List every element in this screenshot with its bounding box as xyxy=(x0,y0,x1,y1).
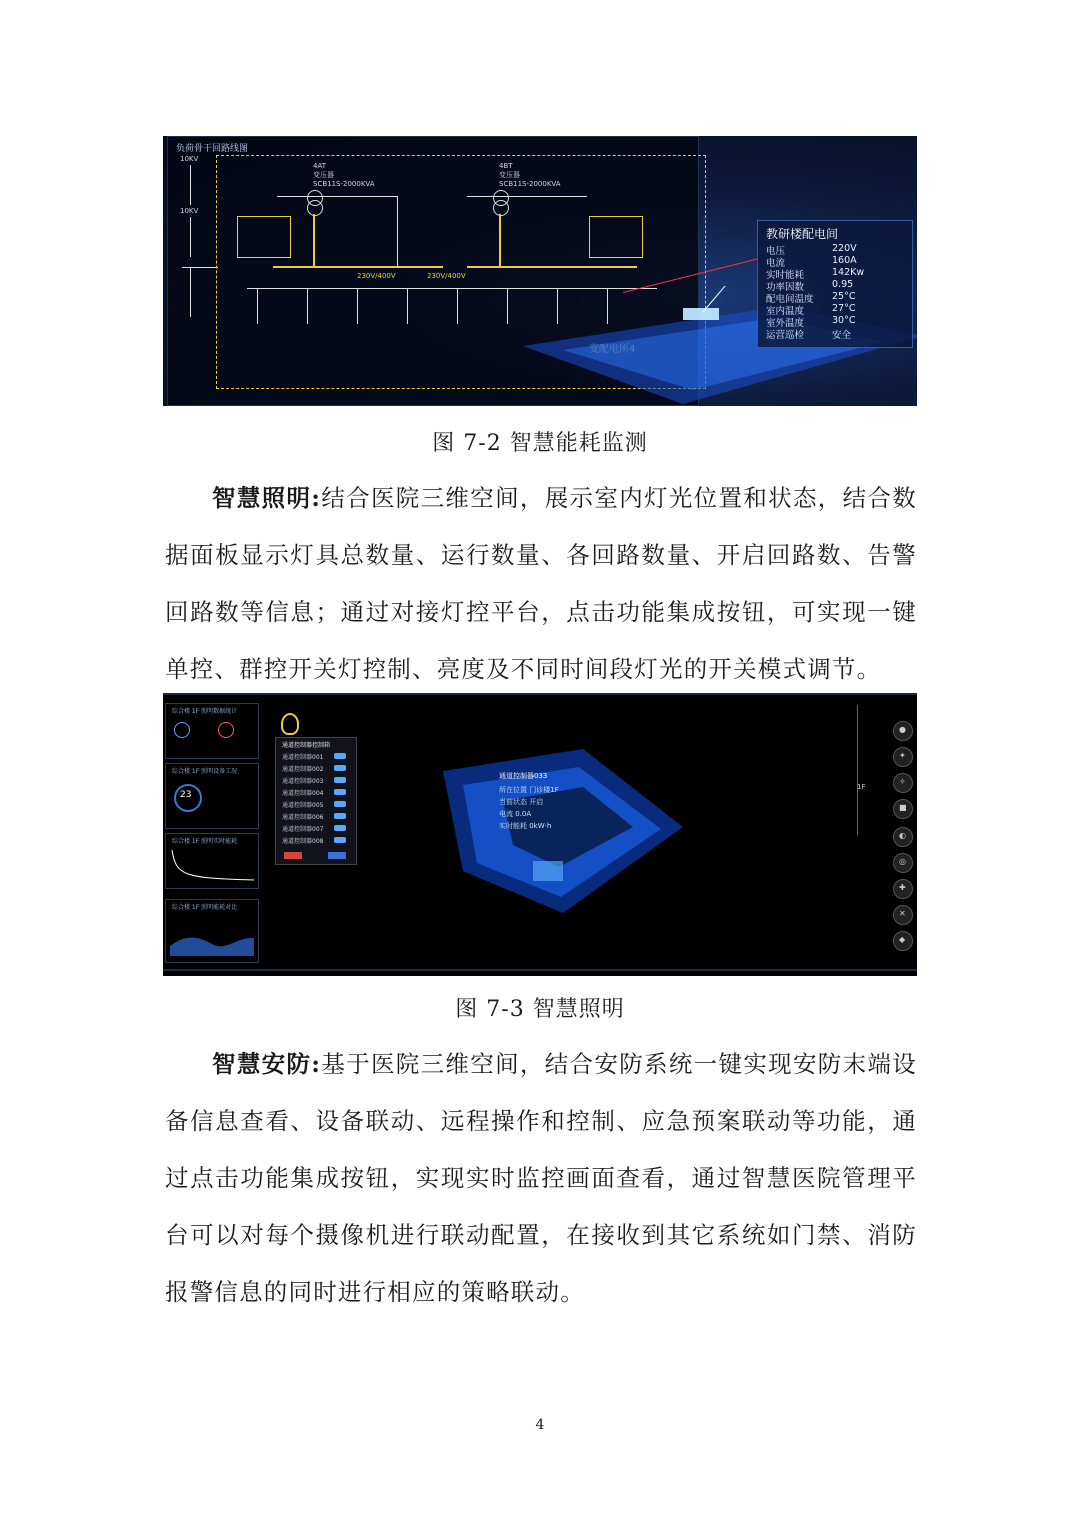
tool-button[interactable]: ✧ xyxy=(893,773,913,793)
channel-item[interactable]: 通道控制器007 xyxy=(282,826,324,833)
paragraph-heading: 智慧照明: xyxy=(212,484,322,512)
channel-item[interactable]: 通道控制器001 xyxy=(282,754,324,761)
tool-button[interactable]: ✕ xyxy=(893,905,913,925)
popup-row: 电流 0.0A xyxy=(499,810,532,818)
info-row: 室内温度 27°C xyxy=(766,303,856,317)
channel-item[interactable]: 通道控制器005 xyxy=(282,802,324,809)
channel-toggle[interactable] xyxy=(334,837,346,843)
channel-control-panel xyxy=(275,737,357,865)
info-row: 配电间温度 25°C xyxy=(766,291,856,305)
panel-title: 负荷骨干回路线图 xyxy=(176,144,249,154)
popup-row: 所在位置 门诊楼1F xyxy=(499,786,559,794)
tool-button[interactable]: ◎ xyxy=(893,853,913,873)
panel-title: 综合楼 1F 照明能耗对比 xyxy=(172,904,238,911)
all-off-button[interactable] xyxy=(284,852,302,859)
channel-toggle[interactable] xyxy=(334,813,346,819)
paragraph-text: 结合医院三维空间，展示室内灯光位置和状态，结合数据面板显示灯具总数量、运行数量、各回路数量、开启回路数、告警回路数等信息；通过对接灯控平台，点击功能集成按钮，可实现一键单控、群控开关灯控制、亮度及不同时间段灯光的开关模式调节。 xyxy=(165,484,917,683)
voltage-label: 10KV xyxy=(180,207,199,215)
tool-button[interactable]: ◐ xyxy=(893,827,913,847)
info-row: 实时能耗 142Kw xyxy=(766,267,865,281)
popup-row: 当前状态 开启 xyxy=(499,798,544,806)
panel-title: 综合楼 1F 照明数据统计 xyxy=(172,708,238,715)
floor-slider[interactable] xyxy=(857,705,858,835)
channel-toggle[interactable] xyxy=(334,753,346,759)
floor-label: 1F xyxy=(857,783,866,791)
equipment-panel xyxy=(165,763,259,829)
distribution-room-info-card xyxy=(757,220,913,348)
figure-caption: 图 7-3 智慧照明 xyxy=(455,997,625,1022)
transformer-model: SCB11S-2000KVA xyxy=(313,180,375,188)
channel-toggle[interactable] xyxy=(334,801,346,807)
channel-item[interactable]: 通道控制器006 xyxy=(282,814,324,821)
paragraph xyxy=(165,1036,917,1321)
page-number: 4 xyxy=(535,1417,545,1433)
paragraph-text: 基于医院三维空间，结合安防系统一键实现安防末端设备信息查看、设备联动、远程操作和控制、应急预案联动等功能，通过点击功能集成按钮，实现实时监控画面查看，通过智慧医院管理平台可以对每个摄像机进行联动配置，在接收到其它系统如门禁、消防报警信息的同时进行相应的策略联动。 xyxy=(165,1050,917,1306)
channel-toggle[interactable] xyxy=(334,777,346,783)
paragraph-heading: 智慧安防: xyxy=(212,1050,322,1078)
tool-button[interactable]: ◆ xyxy=(893,931,913,951)
stats-panel xyxy=(165,703,259,759)
popup-row: 实时能耗 0kW·h xyxy=(499,822,552,830)
tool-button[interactable]: ● xyxy=(893,721,913,741)
tool-button[interactable]: ■ xyxy=(893,799,913,819)
channel-item[interactable]: 通道控制器008 xyxy=(282,838,324,845)
paragraph xyxy=(165,470,917,698)
info-row: 电压 220V xyxy=(766,243,857,257)
transformer-label: 4AT 变压器 xyxy=(313,162,334,179)
channel-item[interactable]: 通道控制器004 xyxy=(282,790,324,797)
figure-caption: 图 7-2 智慧能耗监测 xyxy=(432,431,648,456)
info-row: 功率因数 0.95 xyxy=(766,279,854,293)
info-card-title: 教研楼配电间 xyxy=(766,227,839,241)
gauge-value: 23 xyxy=(180,790,192,800)
channel-toggle[interactable] xyxy=(334,825,346,831)
control-panel-title: 通道控制器控制箱 xyxy=(282,742,331,749)
energy-monitoring-figure xyxy=(163,136,917,406)
tool-button[interactable]: ✦ xyxy=(893,747,913,767)
popup-title: 通道控制器033 xyxy=(499,772,548,780)
bus-label: 230V/400V xyxy=(357,272,396,280)
smart-lighting-figure xyxy=(163,693,917,976)
panel-title: 综合楼 1F 照明实时能耗 xyxy=(172,838,238,845)
channel-info-popup xyxy=(499,771,579,849)
transformer-model: SCB11S-2000KVA xyxy=(499,180,561,188)
all-on-button[interactable] xyxy=(328,852,346,859)
tool-button[interactable]: ✚ xyxy=(893,879,913,899)
channel-toggle[interactable] xyxy=(334,789,346,795)
panel-title: 综合楼 1F 照明设备工况 xyxy=(172,768,238,775)
voltage-label: 10KV xyxy=(180,155,199,163)
info-row: 运营巡检 安全 xyxy=(766,330,852,341)
channel-toggle[interactable] xyxy=(334,765,346,771)
energy-curve xyxy=(170,848,254,884)
energy-compare-panel xyxy=(165,899,259,963)
bulb-icon xyxy=(281,713,299,735)
transformer-label: 4BT 变压器 xyxy=(499,162,520,179)
info-row: 电流 160A xyxy=(766,255,857,269)
compare-curve xyxy=(170,924,254,956)
bus-label: 230V/400V xyxy=(427,272,466,280)
info-row: 室外温度 30°C xyxy=(766,315,856,329)
realtime-energy-panel xyxy=(165,833,259,889)
channel-item[interactable]: 通道控制器002 xyxy=(282,766,324,773)
channel-item[interactable]: 通道控制器003 xyxy=(282,778,324,785)
